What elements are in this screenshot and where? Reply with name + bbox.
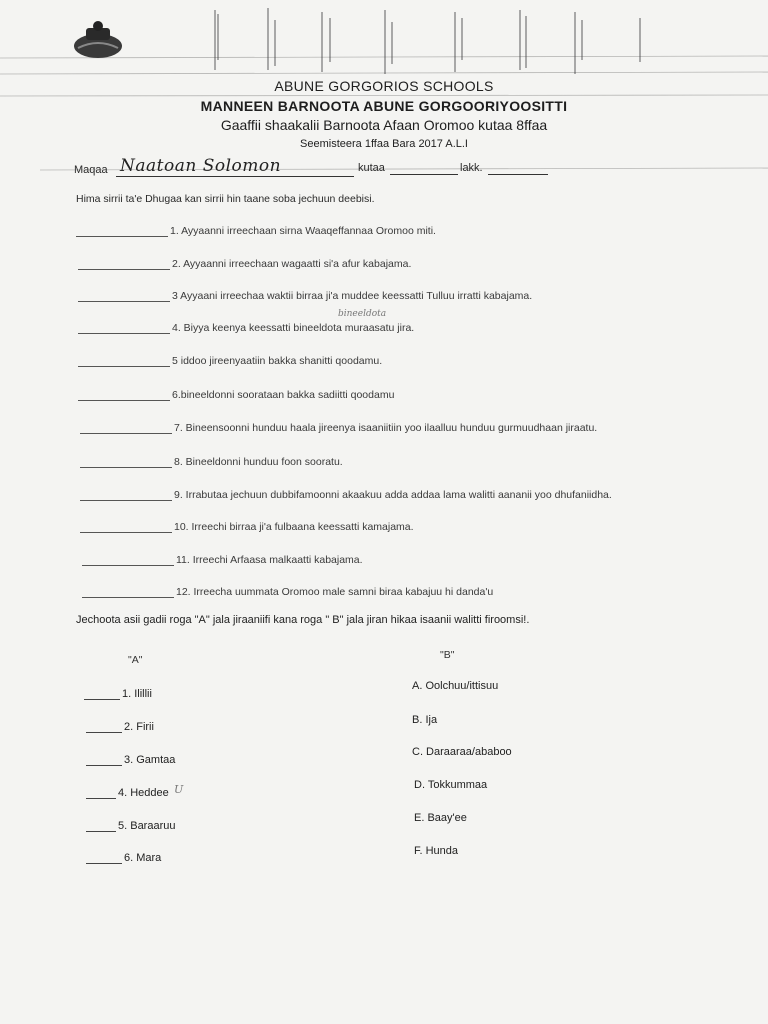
question-10 <box>80 521 414 533</box>
answer-blank[interactable] <box>76 226 168 237</box>
answer-blank[interactable] <box>82 555 174 566</box>
match-a-text: 1. Ilillii <box>122 688 152 700</box>
answer-blank[interactable] <box>80 423 172 434</box>
match-blank[interactable] <box>86 722 122 733</box>
question-text: 3 Ayyaani irreechaa waktii birraa ji'a muddee keessatti Tulluu irratti kabajama. <box>172 290 533 302</box>
question-2 <box>78 258 411 270</box>
part2-instruction: Jechoota asii gadii roga "A" jala jiraaniifi kana roga " B" jala jiran hikaa isaanii walitti firoomsi!. <box>76 614 530 626</box>
question-text: 11. Irreechi Arfaasa malkaatti kabajama. <box>176 554 363 566</box>
handwritten-name: Naatoan Solomon <box>120 156 282 176</box>
match-b-e: E. Baay'ee <box>414 812 467 824</box>
question-11 <box>82 554 363 566</box>
match-b-c: C. Daraaraa/ababoo <box>412 746 512 758</box>
question-3 <box>78 290 532 302</box>
grade-label: kutaa <box>358 162 385 174</box>
number-field[interactable] <box>488 174 548 175</box>
match-blank[interactable] <box>84 689 120 700</box>
question-text: 12. Irreecha uummata Oromoo male samni biraa kabajuu hi danda'u <box>176 586 494 598</box>
school-name-om: MANNEEN BARNOOTA ABUNE GORGOORIYOOSITTI <box>200 98 568 114</box>
match-blank[interactable] <box>86 821 116 832</box>
match-blank[interactable] <box>86 853 122 864</box>
number-label: lakk. <box>460 162 483 174</box>
question-text: 7. Bineensoonni hunduu haala jireenya isaaniitiin yoo ilaalluu hunduu gurmuudhaan jiraatu. <box>174 422 598 434</box>
question-text: 8. Bineeldonni hunduu foon sooratu. <box>174 456 343 468</box>
question-1 <box>76 225 436 237</box>
match-a-5 <box>86 820 175 832</box>
question-8 <box>80 456 343 468</box>
question-9 <box>80 489 612 501</box>
column-a-label: "A" <box>128 654 143 666</box>
match-a-text: 5. Baraaruu <box>118 820 176 832</box>
question-text: 10. Irreechi birraa ji'a fulbaana keessatti kamajama. <box>174 521 414 533</box>
question-text: 6.bineeldonni soorataan bakka sadiitti qoodamu <box>172 389 395 401</box>
question-text: 1. Ayyaanni irreechaan sirna Waaqeffannaa Oromoo miti. <box>170 225 436 237</box>
match-a-6 <box>86 852 161 864</box>
handwritten-mark: U <box>174 783 184 796</box>
question-text: 4. Biyya keenya keessatti bineeldota muraasatu jira. <box>172 322 415 334</box>
name-label: Maqaa <box>74 164 108 176</box>
match-a-2 <box>86 721 154 733</box>
match-b-a: A. Oolchuu/ittisuu <box>412 680 499 692</box>
school-logo-icon <box>70 18 126 60</box>
question-text: 5 iddoo jireenyaatiin bakka shanitti qoodamu. <box>172 355 383 367</box>
match-b-d: D. Tokkummaa <box>414 779 488 791</box>
match-a-text: 4. Heddee <box>118 787 169 799</box>
match-a-text: 2. Firii <box>124 721 154 733</box>
match-blank[interactable] <box>86 755 122 766</box>
column-b-label: "B" <box>440 649 455 661</box>
semester-line: Seemisteera 1ffaa Bara 2017 A.L.I <box>300 138 468 150</box>
match-a-text: 6. Mara <box>124 852 162 864</box>
match-b-f: F. Hunda <box>414 845 459 857</box>
match-a-text: 3. Gamtaa <box>124 754 176 766</box>
question-6 <box>78 389 394 401</box>
student-info-line <box>74 158 574 182</box>
match-a-1 <box>84 688 152 700</box>
match-a-3 <box>86 754 175 766</box>
question-text: 9. Irrabutaa jechuun dubbifamoonni akaakuu adda addaa lama walitti aananii yoo dhufaniidha. <box>174 489 612 501</box>
answer-blank[interactable] <box>80 522 172 533</box>
answer-blank[interactable] <box>78 291 170 302</box>
answer-blank[interactable] <box>78 259 170 270</box>
question-5 <box>78 355 382 367</box>
handwritten-note: bineeldota <box>338 309 387 319</box>
answer-blank[interactable] <box>80 457 172 468</box>
answer-blank[interactable] <box>78 390 170 401</box>
question-text: 2. Ayyaanni irreechaan wagaatti si'a afur kabajama. <box>172 258 412 270</box>
match-blank[interactable] <box>86 788 116 799</box>
exam-title: Gaaffii shaakalii Barnoota Afaan Oromoo kutaa 8ffaa <box>220 117 548 133</box>
answer-blank[interactable] <box>78 356 170 367</box>
question-12 <box>82 586 493 598</box>
answer-blank[interactable] <box>82 587 174 598</box>
answer-blank[interactable] <box>80 490 172 501</box>
question-7 <box>80 422 597 434</box>
question-4 <box>78 322 414 334</box>
part1-instruction: Hima sirrii ta'e Dhugaa kan sirrii hin taane soba jechuun deebisi. <box>76 193 375 205</box>
match-a-4 <box>86 787 169 799</box>
school-name-en: ABUNE GORGORIOS SCHOOLS <box>274 78 494 94</box>
grade-field[interactable] <box>390 174 458 175</box>
match-b-b: B. Ija <box>412 714 438 726</box>
answer-blank[interactable] <box>78 323 170 334</box>
name-field[interactable] <box>116 176 354 177</box>
